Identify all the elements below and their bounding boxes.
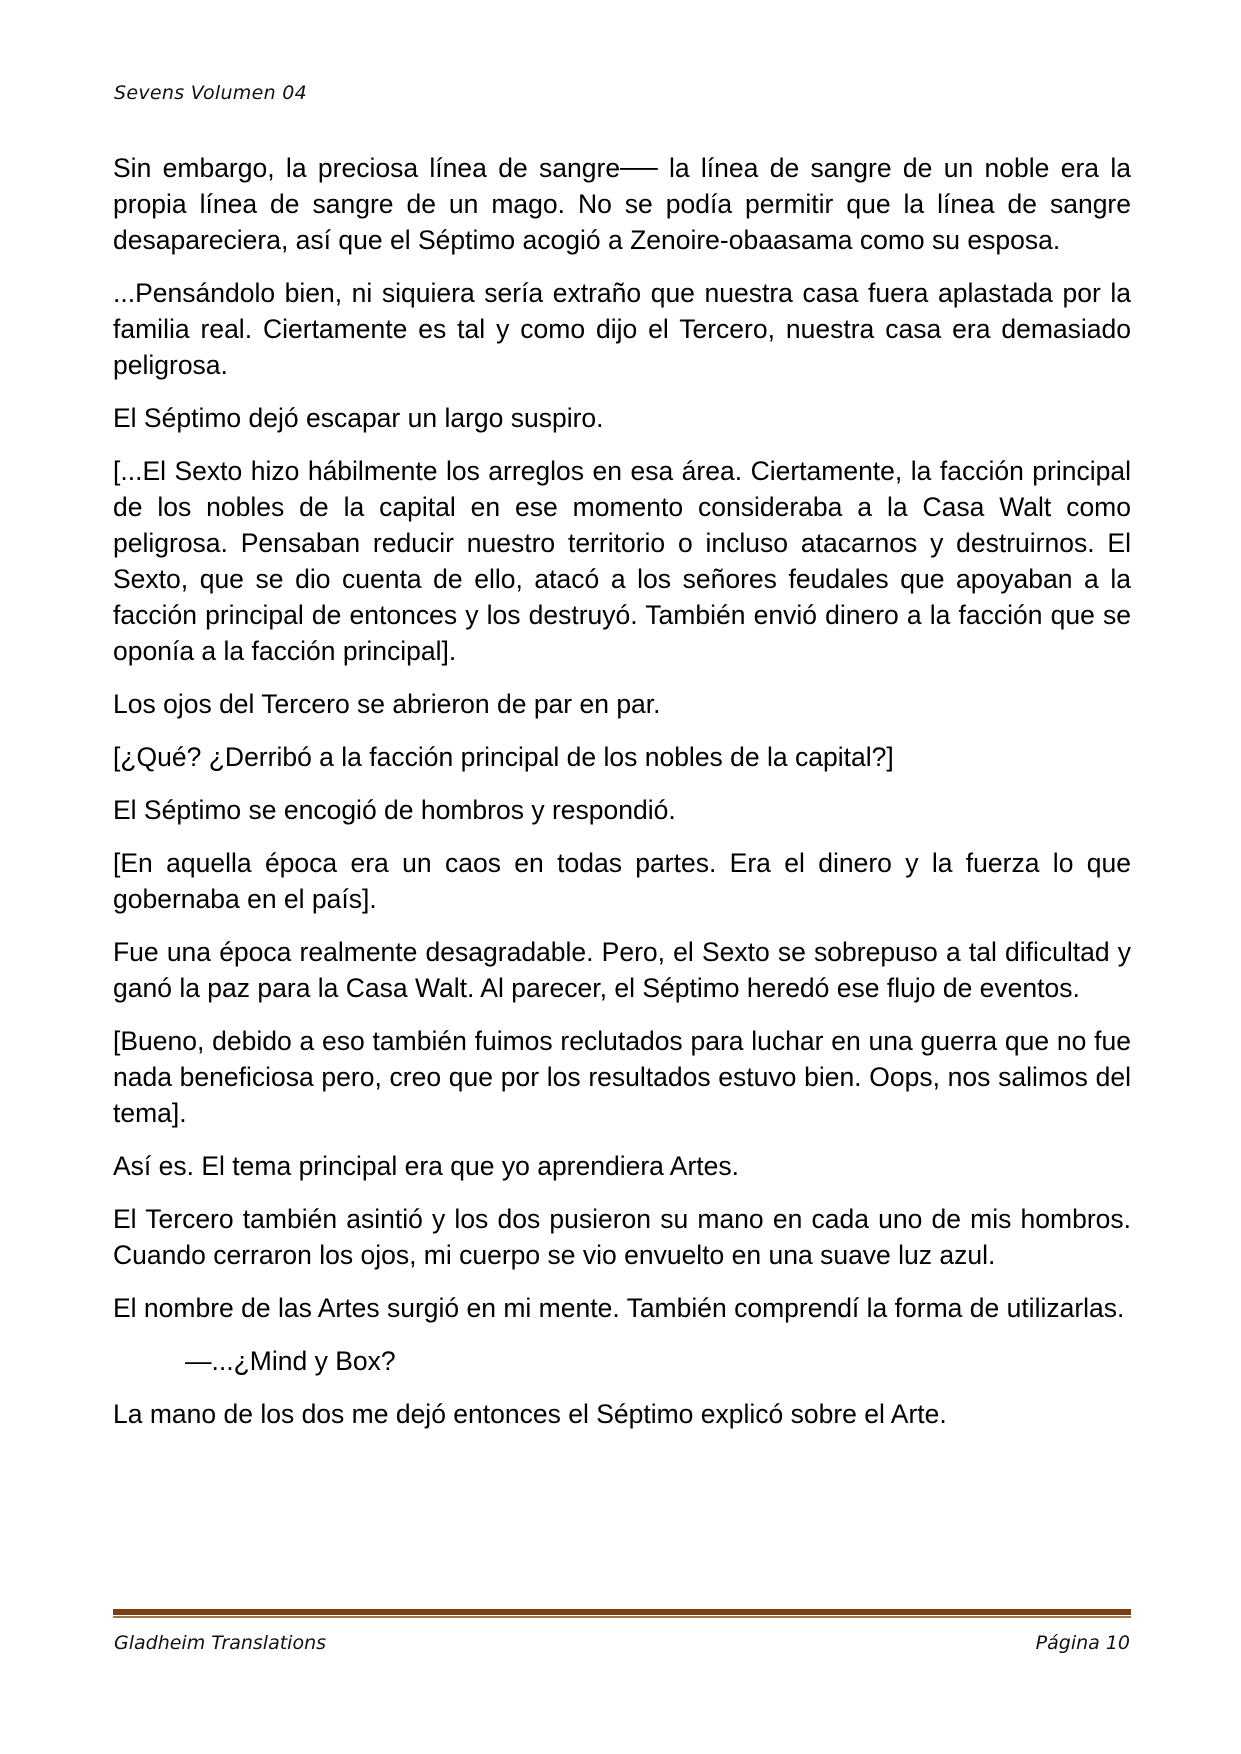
paragraph: [Bueno, debido a eso también fuimos reclutados para luchar en una guerra que no fue nada beneficiosa pero, creo que por los resultados estuvo bien. Oops, nos salimos del tema].: [113, 1026, 1131, 1128]
paragraph: El nombre de las Artes surgió en mi mente. También comprendí la forma de utilizarlas.: [113, 1293, 1125, 1323]
paragraph: El Séptimo dejó escapar un largo suspiro.: [113, 403, 604, 433]
paragraph: [¿Qué? ¿Derribó a la facción principal de los nobles de la capital?]: [113, 742, 894, 772]
paragraph: El Tercero también asintió y los dos pusieron su mano en cada uno de mis hombros. Cuando cerraron los ojos, mi cuerpo se vio envuelto en una suave luz azul.: [113, 1204, 1131, 1270]
footer-credit: Gladheim Translations: [114, 1632, 327, 1654]
paragraph: [...El Sexto hizo hábilmente los arreglos en esa área. Ciertamente, la facción principal de los nobles de la capital en ese momento consideraba a la Casa Walt como peligrosa. Pensaban reducir nuestro territorio o incluso atacarnos y destruirnos. El Sexto, que se dio cuenta de ello, atacó a los señores feudales que apoyaban a la facción principal de entonces y los destruyó. También envió dinero a la facción que se oponía a la facción principal].: [113, 456, 1131, 666]
paragraph: ...Pensándolo bien, ni siquiera sería extraño que nuestra casa fuera aplastada por la familia real. Ciertamente es tal y como dijo el Tercero, nuestra casa era demasiado peligrosa.: [113, 278, 1131, 380]
paragraph: Los ojos del Tercero se abrieron de par en par.: [113, 689, 661, 719]
footer-divider: [113, 1609, 1131, 1618]
footer-divider-thin: [113, 1616, 1131, 1618]
paragraph: El Séptimo se encogió de hombros y respondió.: [113, 795, 676, 825]
paragraph: Fue una época realmente desagradable. Pero, el Sexto se sobrepuso a tal dificultad y ganó la paz para la Casa Walt. Al parecer, el Séptimo heredó ese flujo de eventos.: [113, 937, 1131, 1003]
running-header: Sevens Volumen 04: [114, 82, 308, 104]
page-body: [113, 150, 1131, 1449]
paragraph: [En aquella época era un caos en todas partes. Era el dinero y la fuerza lo que gobernaba en el país].: [113, 848, 1131, 914]
dialogue-line: —...¿Mind y Box?: [185, 1346, 396, 1376]
paragraph: La mano de los dos me dejó entonces el Séptimo explicó sobre el Arte.: [113, 1399, 947, 1429]
paragraph: Así es. El tema principal era que yo aprendiera Artes.: [113, 1151, 740, 1181]
paragraph: Sin embargo, la preciosa línea de sangre── la línea de sangre de un noble era la propia línea de sangre de un mago. No se podía permitir que la línea de sangre desapareciera, así que el Séptimo acogió a Zenoire-obaasama como su esposa.: [113, 153, 1131, 255]
page-number: Página 10: [1035, 1632, 1130, 1654]
